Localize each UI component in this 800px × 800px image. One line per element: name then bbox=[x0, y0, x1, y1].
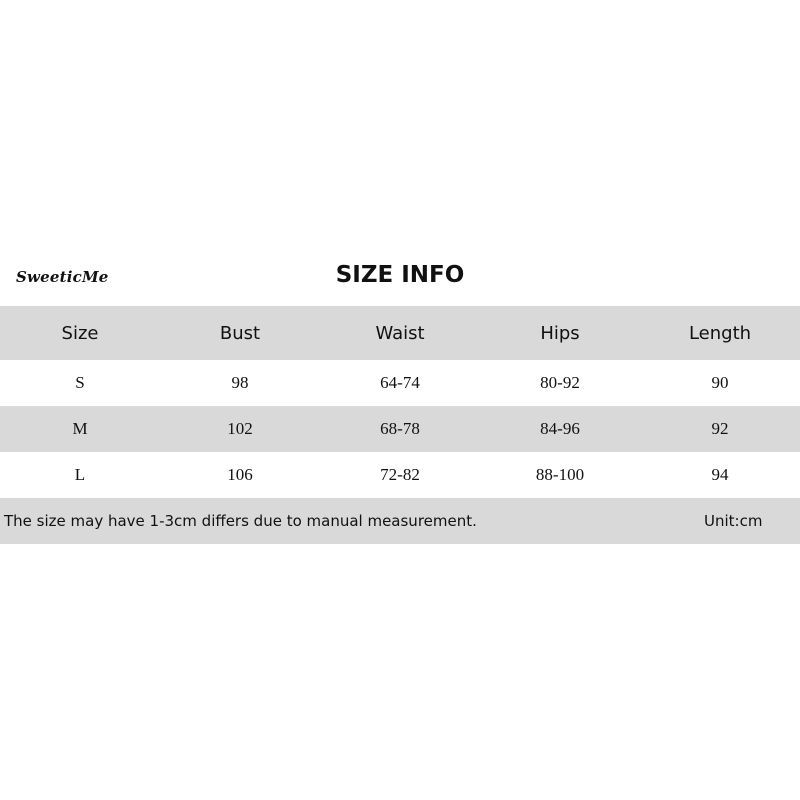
header-waist: Waist bbox=[375, 322, 425, 344]
cell-length: 90 bbox=[711, 373, 729, 392]
brand-logo: SweeticMe bbox=[16, 268, 109, 286]
table-header-row bbox=[0, 306, 800, 360]
table-row bbox=[0, 452, 800, 498]
measurement-note: The size may have 1-3cm differs due to manual measurement. bbox=[4, 512, 477, 530]
cell-bust: 106 bbox=[227, 465, 253, 484]
cell-size: M bbox=[72, 419, 88, 438]
cell-bust: 102 bbox=[227, 419, 253, 438]
cell-length: 94 bbox=[711, 465, 729, 484]
header-bust: Bust bbox=[219, 322, 261, 344]
cell-hips: 80-92 bbox=[540, 373, 580, 392]
cell-hips: 84-96 bbox=[540, 419, 580, 438]
cell-size: L bbox=[74, 465, 86, 484]
header-hips: Hips bbox=[540, 322, 580, 344]
footer-band bbox=[0, 498, 800, 544]
cell-size: S bbox=[75, 373, 85, 392]
cell-waist: 68-78 bbox=[380, 419, 420, 438]
unit-label: Unit:cm bbox=[704, 512, 763, 530]
table-row bbox=[0, 406, 800, 452]
cell-waist: 72-82 bbox=[380, 465, 420, 484]
table-row bbox=[0, 360, 800, 406]
cell-bust: 98 bbox=[231, 373, 249, 392]
header-length: Length bbox=[688, 322, 752, 344]
page-title: SIZE INFO bbox=[335, 262, 465, 288]
header-size: Size bbox=[61, 322, 99, 344]
cell-hips: 88-100 bbox=[535, 465, 585, 484]
cell-waist: 64-74 bbox=[380, 373, 420, 392]
cell-length: 92 bbox=[711, 419, 729, 438]
